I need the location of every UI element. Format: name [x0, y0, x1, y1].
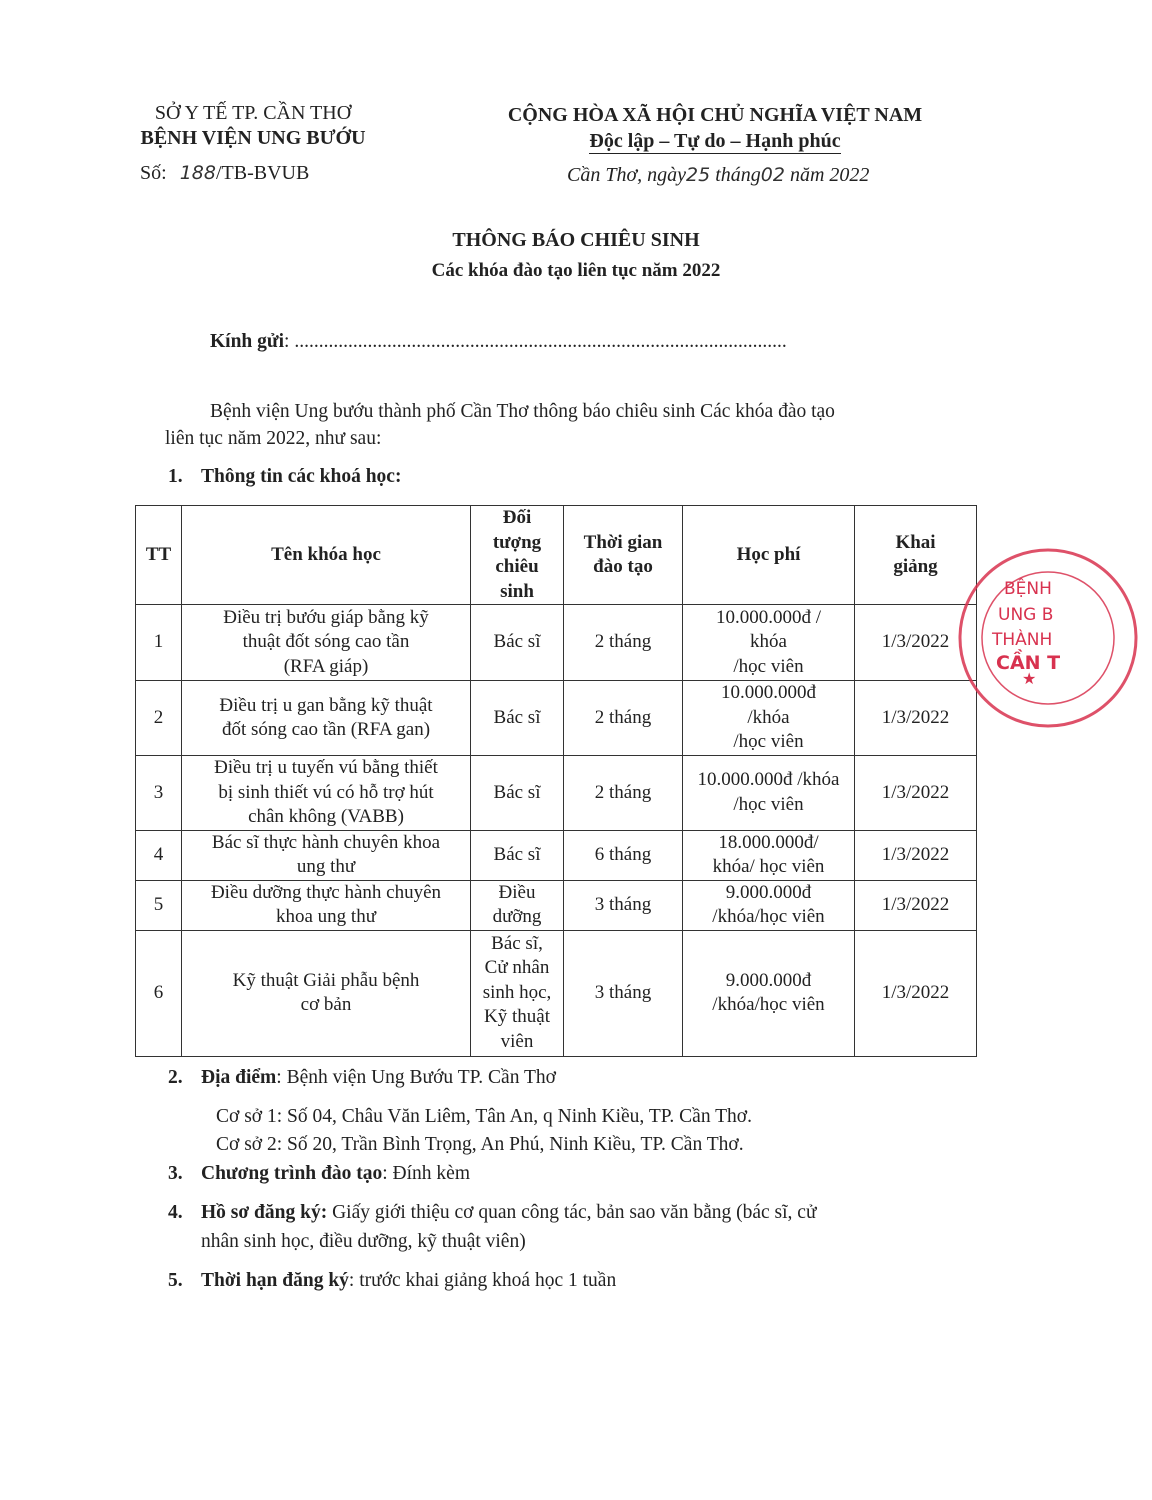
cell-duration: 2 tháng	[564, 681, 683, 756]
recipient-label: Kính gửi	[210, 331, 285, 352]
section-2-value: : Bệnh viện Ung Bướu TP. Cần Thơ	[276, 1067, 556, 1088]
cell-duration: 3 tháng	[564, 880, 683, 930]
date-year: năm 2022	[789, 164, 870, 186]
cell-tt: 1	[136, 605, 182, 681]
cell-line: dưỡng	[492, 906, 542, 927]
cell-line: chân không (VABB)	[248, 806, 404, 827]
cell-line: 10.000.000đ /khóa	[697, 769, 840, 791]
header-target-line: chiêu	[495, 556, 539, 577]
motto-text: Độc lập – Tự do – Hạnh phúc	[589, 130, 841, 152]
section-2-number: 2.	[168, 1067, 183, 1088]
cell-target: Bác sĩ	[471, 605, 564, 681]
cell-line: /khóa/học viên	[712, 906, 825, 927]
header-start-line: Khai	[895, 531, 936, 553]
hospital-name: BỆNH VIỆN UNG BƯỚU	[140, 127, 366, 149]
date-month-label: tháng	[715, 164, 761, 186]
cell-line: ung thư	[296, 856, 356, 877]
cell-line: /học viên	[733, 655, 804, 677]
cell-line: khoa ung thư	[275, 906, 376, 927]
cell-duration: 2 tháng	[564, 605, 683, 681]
cell-duration: 3 tháng	[564, 930, 683, 1056]
table-row	[136, 930, 977, 1056]
cell-fee	[683, 605, 855, 681]
table-row	[136, 756, 977, 831]
cell-line: /khóa	[747, 706, 790, 728]
seal-line: BỆNH	[1004, 579, 1052, 599]
cell-start: 1/3/2022	[855, 681, 977, 756]
header-fee: Học phí	[683, 506, 855, 605]
cell-line: 10.000.000đ	[721, 682, 816, 704]
cell-fee	[683, 830, 855, 880]
agency-name: SỞ Y TẾ TP. CẦN THƠ	[154, 102, 352, 124]
cell-tt: 3	[136, 756, 182, 831]
intro-line-2: liên tục năm 2022, như sau:	[165, 428, 382, 449]
table-row	[136, 880, 977, 930]
cell-tt: 5	[136, 880, 182, 930]
section-5-number: 5.	[168, 1270, 183, 1291]
cell-target	[471, 930, 564, 1056]
cell-line: 9.000.000đ	[725, 969, 812, 991]
header-target	[471, 506, 564, 605]
cell-line: Điều dưỡng thực hành chuyên	[210, 881, 442, 903]
section-4-number: 4.	[168, 1202, 183, 1223]
document-number	[140, 160, 400, 186]
cell-line: Kỹ thuật	[484, 1006, 550, 1028]
cell-target: Bác sĩ	[471, 830, 564, 880]
cell-course-name	[182, 756, 471, 831]
date-day-handwritten: 25	[686, 164, 711, 186]
cell-target: Bác sĩ	[471, 681, 564, 756]
cell-start: 1/3/2022	[855, 605, 977, 681]
recipient-line	[210, 328, 970, 355]
cell-line: Bác sĩ,	[491, 932, 543, 954]
table-row	[136, 605, 977, 681]
national-motto	[470, 128, 960, 154]
cell-line: 10.000.000đ /	[715, 606, 822, 628]
document-subtitle: Các khóa đào tạo liên tục năm 2022	[431, 260, 721, 281]
hospital-seal-stamp	[958, 548, 1138, 728]
cell-course-name	[182, 605, 471, 681]
cell-line: 18.000.000đ/	[718, 831, 819, 853]
nation-title: CỘNG HÒA XÃ HỘI CHỦ NGHĨA VIỆT NAM	[507, 104, 923, 126]
cell-line: viên	[500, 1030, 534, 1052]
cell-line: Cử nhân	[484, 957, 550, 979]
cell-tt: 4	[136, 830, 182, 880]
table-row	[136, 830, 977, 880]
cell-line: Điều	[498, 881, 536, 903]
section-2-label: Địa điểm	[201, 1067, 277, 1088]
issue-date	[567, 162, 967, 188]
table-row	[136, 681, 977, 756]
cell-line: Điều trị bướu giáp bằng kỹ	[223, 606, 429, 628]
section-2-location	[168, 1064, 556, 1092]
section-4-line-1: Giấy giới thiệu cơ quan công tác, bản sao văn bằng (bác sĩ, cử	[327, 1202, 817, 1223]
courses-table	[135, 505, 977, 1057]
seal-line: THÀNH	[992, 630, 1053, 650]
header-target-line: tượng	[492, 531, 542, 553]
cell-start: 1/3/2022	[855, 880, 977, 930]
cell-line: thuật đốt sóng cao tần	[242, 631, 410, 653]
cell-line: bị sinh thiết vú có hỗ trợ hút	[218, 781, 434, 803]
cell-fee	[683, 880, 855, 930]
header-target-line: sinh	[500, 580, 534, 602]
cell-fee	[683, 681, 855, 756]
cell-line: Bác sĩ thực hành chuyên khoa	[211, 831, 441, 853]
seal-line: CẦN T	[996, 652, 1061, 674]
header-course-name: Tên khóa học	[182, 506, 471, 605]
section-1-number: 1.	[168, 466, 183, 487]
cell-tt: 2	[136, 681, 182, 756]
cell-line: sinh học,	[482, 981, 552, 1003]
cell-line: khóa	[750, 631, 787, 653]
cell-course-name	[182, 880, 471, 930]
cell-line: /học viên	[733, 731, 804, 753]
cell-tt: 6	[136, 930, 182, 1056]
doc-no-handwritten: 188	[179, 162, 216, 184]
header-duration-line: Thời gian	[583, 531, 663, 553]
date-place: Cần Thơ, ngày	[567, 164, 687, 186]
cell-fee	[683, 756, 855, 831]
cell-line: (RFA giáp)	[283, 655, 369, 677]
section-1-title: Thông tin các khoá học:	[201, 466, 402, 487]
cell-start: 1/3/2022	[855, 756, 977, 831]
cell-line: đốt sóng cao tần (RFA gan)	[221, 719, 431, 740]
date-month-handwritten: 02	[760, 164, 785, 186]
cell-start: 1/3/2022	[855, 830, 977, 880]
header-duration-line: đào tạo	[593, 556, 653, 577]
cell-course-name	[182, 930, 471, 1056]
doc-no-suffix: /TB-BVUB	[215, 162, 310, 184]
section-5-label: Thời hạn đăng ký	[201, 1270, 349, 1291]
doc-no-label: Số:	[140, 162, 167, 184]
cell-target: Bác sĩ	[471, 756, 564, 831]
section-3-value: : Đính kèm	[382, 1163, 470, 1184]
cell-start: 1/3/2022	[855, 930, 977, 1056]
header-tt: TT	[136, 506, 182, 605]
address-campus-1: Cơ sở 1: Số 04, Châu Văn Liêm, Tân An, q Ninh Kiều, TP. Cần Thơ.	[216, 1106, 752, 1127]
cell-target	[471, 880, 564, 930]
intro-line-1: Bệnh viện Ung bướu thành phố Cần Thơ thông báo chiêu sinh Các khóa đào tạo	[210, 401, 835, 422]
cell-duration: 6 tháng	[564, 830, 683, 880]
section-3-label: Chương trình đào tạo	[201, 1163, 383, 1184]
cell-line: cơ bản	[300, 994, 352, 1015]
header-start-line: giảng	[893, 556, 938, 577]
cell-course-name	[182, 830, 471, 880]
cell-course-name	[182, 681, 471, 756]
section-3-curriculum	[168, 1160, 470, 1188]
cell-line: Điều trị u tuyến vú bằng thiết	[214, 757, 438, 778]
seal-line: UNG B	[998, 605, 1054, 625]
cell-line: 9.000.000đ	[725, 881, 812, 903]
cell-line: /khóa/học viên	[712, 994, 825, 1015]
cell-fee	[683, 930, 855, 1056]
cell-line: /học viên	[733, 793, 804, 815]
section-4-label: Hồ sơ đăng ký:	[201, 1202, 328, 1223]
section-4-documents	[168, 1199, 817, 1227]
section-5-value: : trước khai giảng khoá học 1 tuần	[348, 1270, 617, 1291]
document-title: THÔNG BÁO CHIÊU SINH	[452, 229, 700, 251]
address-campus-2: Cơ sở 2: Số 20, Trần Bình Trọng, An Phú, Ninh Kiều, TP. Cần Thơ.	[216, 1134, 744, 1155]
cell-line: Kỹ thuật Giải phẫu bệnh	[232, 969, 420, 991]
cell-line: khóa/ học viên	[712, 856, 825, 877]
recipient-colon: :	[284, 331, 290, 352]
cell-line: Điều trị u gan bằng kỹ thuật	[219, 694, 433, 716]
recipient-dots: .....................................................................................................	[294, 331, 787, 352]
table-header-row	[136, 506, 977, 605]
header-target-line: Đối	[502, 507, 532, 528]
cell-duration: 2 tháng	[564, 756, 683, 831]
section-5-deadline	[168, 1267, 616, 1295]
header-duration	[564, 506, 683, 605]
seal-star-icon: ★	[1022, 669, 1037, 688]
section-1-heading	[168, 463, 401, 491]
section-3-number: 3.	[168, 1163, 183, 1184]
section-4-line-2: nhân sinh học, điều dưỡng, kỹ thuật viên)	[201, 1231, 526, 1252]
